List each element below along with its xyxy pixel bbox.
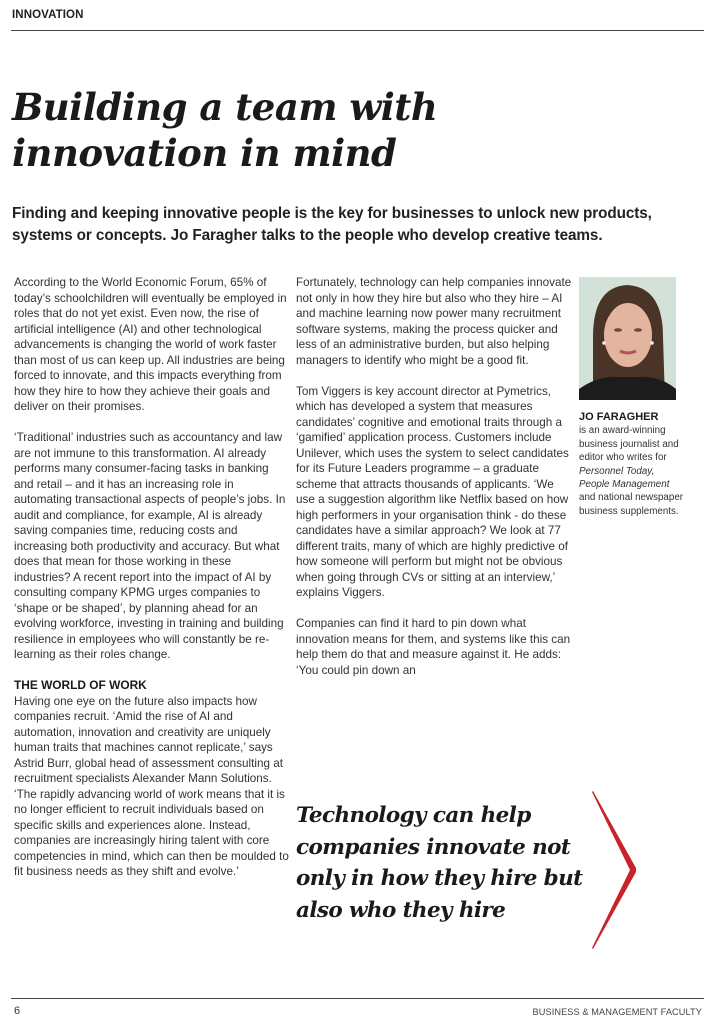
author-portrait-icon [579, 277, 676, 400]
paragraph: Fortunately, technology can help companies innovate not only in how they hire but also who they hire – AI and machine learning now power many recruitment software systems, making the process quicker and less of an administrative burden, but also helping managers to identify who might be a good fit. [296, 276, 572, 367]
bottom-divider [11, 998, 704, 999]
chevron-right-icon [588, 790, 644, 950]
paragraph: ‘Traditional’ industries such as accountancy and law are not immune to this transformation. AI already performs many consumer-facing tasks in banking and retail – and it has an increasing role in automating transactional aspects of people’s jobs. In audit and compliance, for example, AI is already saving companies time, reducing costs and increasing both productivity and accuracy. But what does that mean for those working in these industries? A recent report into the impact of AI by consulting company KPMG urges companies to ‘shape or be shaped’, by planning ahead for an evolving workforce, investing in training and building resilience in employees who will constantly be re-learning as their roles change. [14, 431, 286, 661]
top-divider [11, 30, 704, 31]
paragraph: Tom Viggers is key account director at Pymetrics, which has developed a system that measures candidates’ cognitive and emotional traits through a ‘gamified’ application process. Customers include Unilever, which uses the system to select candidates for its Future Leaders programme – a graduate scheme that attracts thousands of applicants. ‘We use a suggestion algorithm like Netflix based on how high performers in your organisation think - do these candidates have a similar approach? We look at 77 different traits, many of which are highly predictive of how someone will perform but might not be obvious when going through CVs or sitting at an interview,’ explains Viggers. [296, 384, 569, 599]
bio-text: is an award-winning business journalist and editor who writes for [579, 425, 679, 464]
standfirst: Finding and keeping innovative people is the key for businesses to unlock new products, systems or concepts. Jo Faragher talks to the people who develop creative teams. [12, 205, 652, 244]
footer-label: BUSINESS & MANAGEMENT FACULTY [532, 1007, 702, 1017]
bio-text: and national newspaper business supplements. [579, 492, 684, 517]
paragraph: Companies can find it hard to pin down what innovation means for them, and systems like this can help them do that and measure against it. He adds: ‘You could pin down an [296, 617, 571, 677]
section-label: INNOVATION [12, 9, 84, 21]
publication-name: Personnel Today [579, 465, 652, 477]
article-column-2 [296, 275, 574, 694]
headline [12, 84, 512, 176]
headline-line-1: Building a team with [12, 85, 438, 129]
author-bio [579, 411, 684, 518]
paragraph: Having one eye on the future also impacts how companies recruit. ‘Amid the rise of AI and automation, innovation and creativity are uniquely human traits that machines cannot replicate,’ says Astrid Burr, global head of assessment consulting at recruitment specialists Alexander Mann Solutions. ‘The rapidly advancing world of work means that it is no longer efficient to recruit individuals based on specific skills and experiences alone. Instead, companies are increasingly hiring talent with core competencies in mind, which can then be moulded to fit business needs as they shift and evolve.’ [14, 694, 289, 878]
author-photo [579, 277, 676, 400]
subheading: THE WORLD OF WORK [14, 678, 147, 692]
author-name: JO FARAGHER [579, 411, 659, 423]
pull-quote: Technology can help companies innovate not only in how they hire but also who they hire [296, 803, 583, 923]
chevron-shape [592, 791, 636, 949]
paragraph: According to the World Economic Forum, 65% of today’s schoolchildren will eventually be employed in roles that do not yet exist. Even now, the rise of artificial intelligence (AI) and other technological advancements is changing the world of work faster than most of us can keep up. All industries are being forced to innovate, and this impacts everything from how they hire to how they achieve their goals and deliver on their promises. [14, 276, 287, 413]
article-column-1 [14, 275, 290, 895]
publication-name: People Management [579, 479, 670, 491]
headline-line-2: innovation in mind [12, 131, 397, 175]
bio-separator: , [651, 465, 655, 477]
page-number: 6 [14, 1005, 21, 1017]
